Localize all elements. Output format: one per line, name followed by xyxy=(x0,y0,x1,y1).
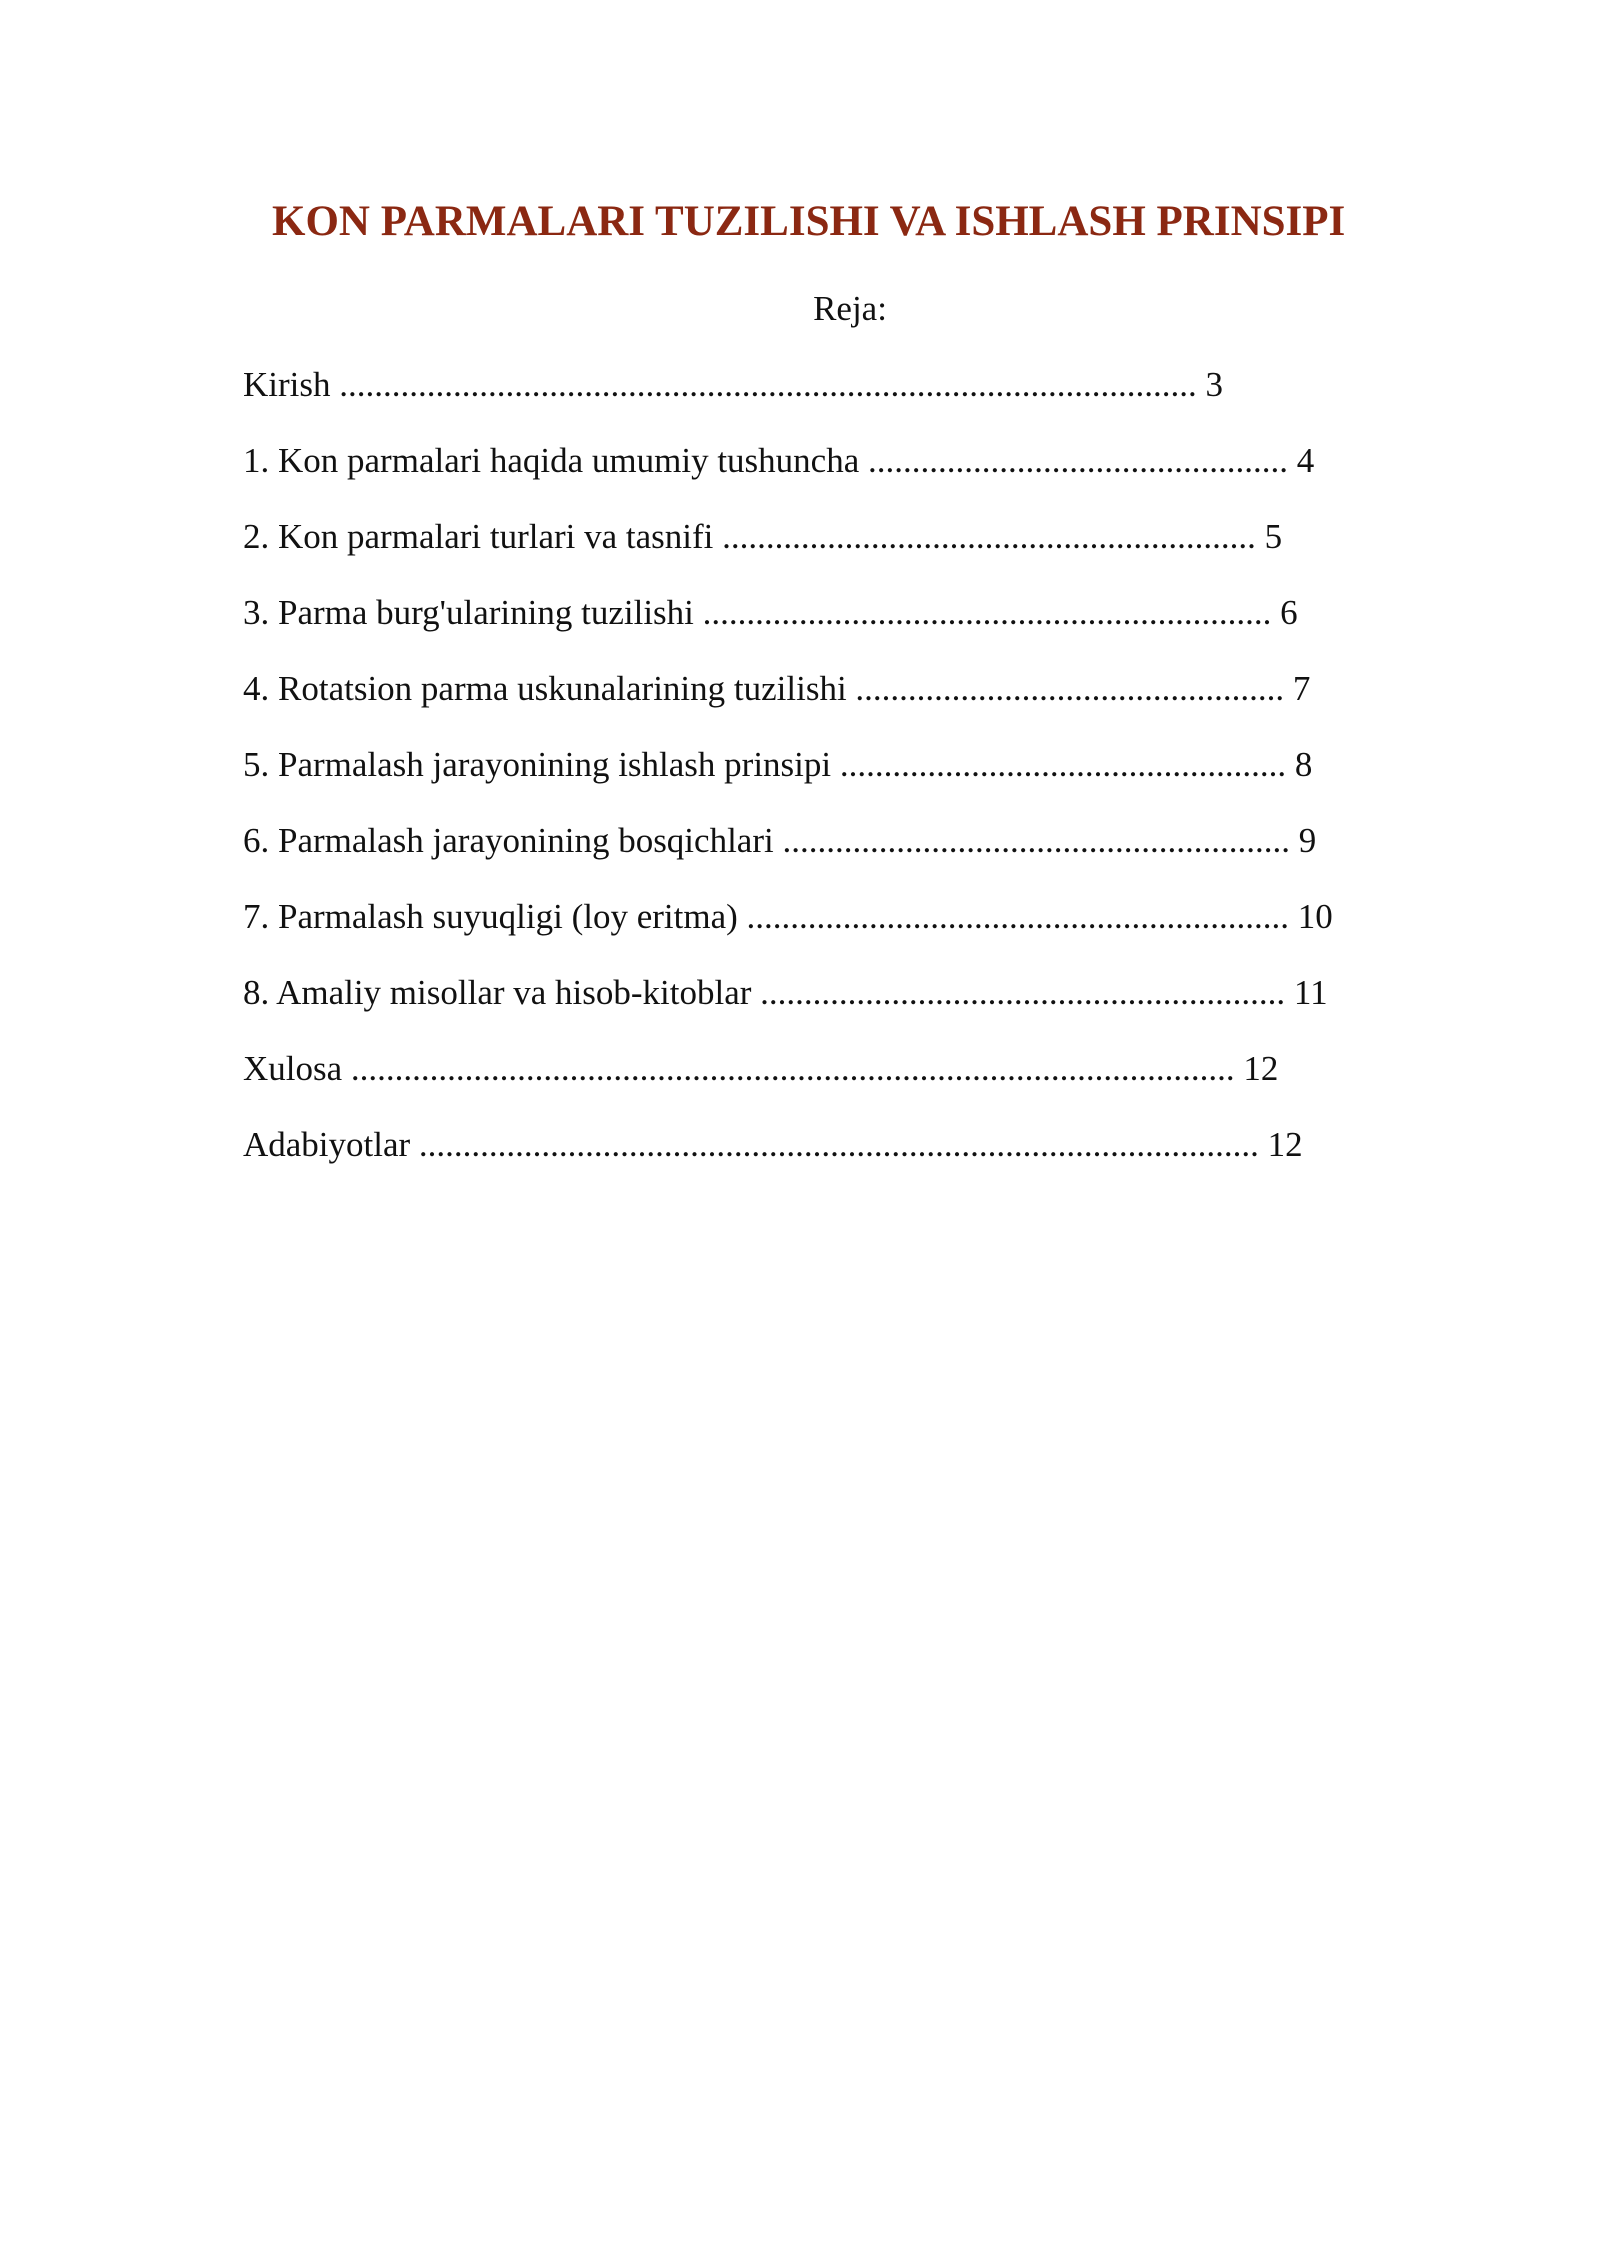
toc-item-7: 7. Parmalash suyuqligi (loy eritma) .............................................................. 10 xyxy=(243,897,1333,936)
toc-item-references: Adabiyotlar ................................................................................................ 12 xyxy=(243,1125,1303,1164)
plan-heading: Reja: xyxy=(813,289,887,328)
toc-item-6: 6. Parmalash jarayonining bosqichlari .......................................................... 9 xyxy=(243,821,1317,860)
toc-item-3: 3. Parma burg'ularining tuzilishi ................................................................. 6 xyxy=(243,593,1298,632)
toc-item-5: 5. Parmalash jarayonining ishlash prinsipi ................................................... 8 xyxy=(243,745,1313,784)
page-title: KON PARMALARI TUZILISHI VA ISHLASH PRINSIPI xyxy=(272,198,1346,245)
toc-item-introduction: Kirish .................................................................................................. 3 xyxy=(243,365,1223,404)
toc-item-4: 4. Rotatsion parma uskunalarining tuzilishi ................................................. 7 xyxy=(243,669,1311,708)
toc-item-8: 8. Amaliy misollar va hisob-kitoblar ............................................................ 11 xyxy=(243,973,1328,1012)
toc-item-1: 1. Kon parmalari haqida umumiy tushuncha ................................................ 4 xyxy=(243,441,1315,480)
toc-item-conclusion: Xulosa ..................................................................................................... 12 xyxy=(243,1049,1279,1088)
toc-item-2: 2. Kon parmalari turlari va tasnifi ............................................................. 5 xyxy=(243,517,1283,556)
